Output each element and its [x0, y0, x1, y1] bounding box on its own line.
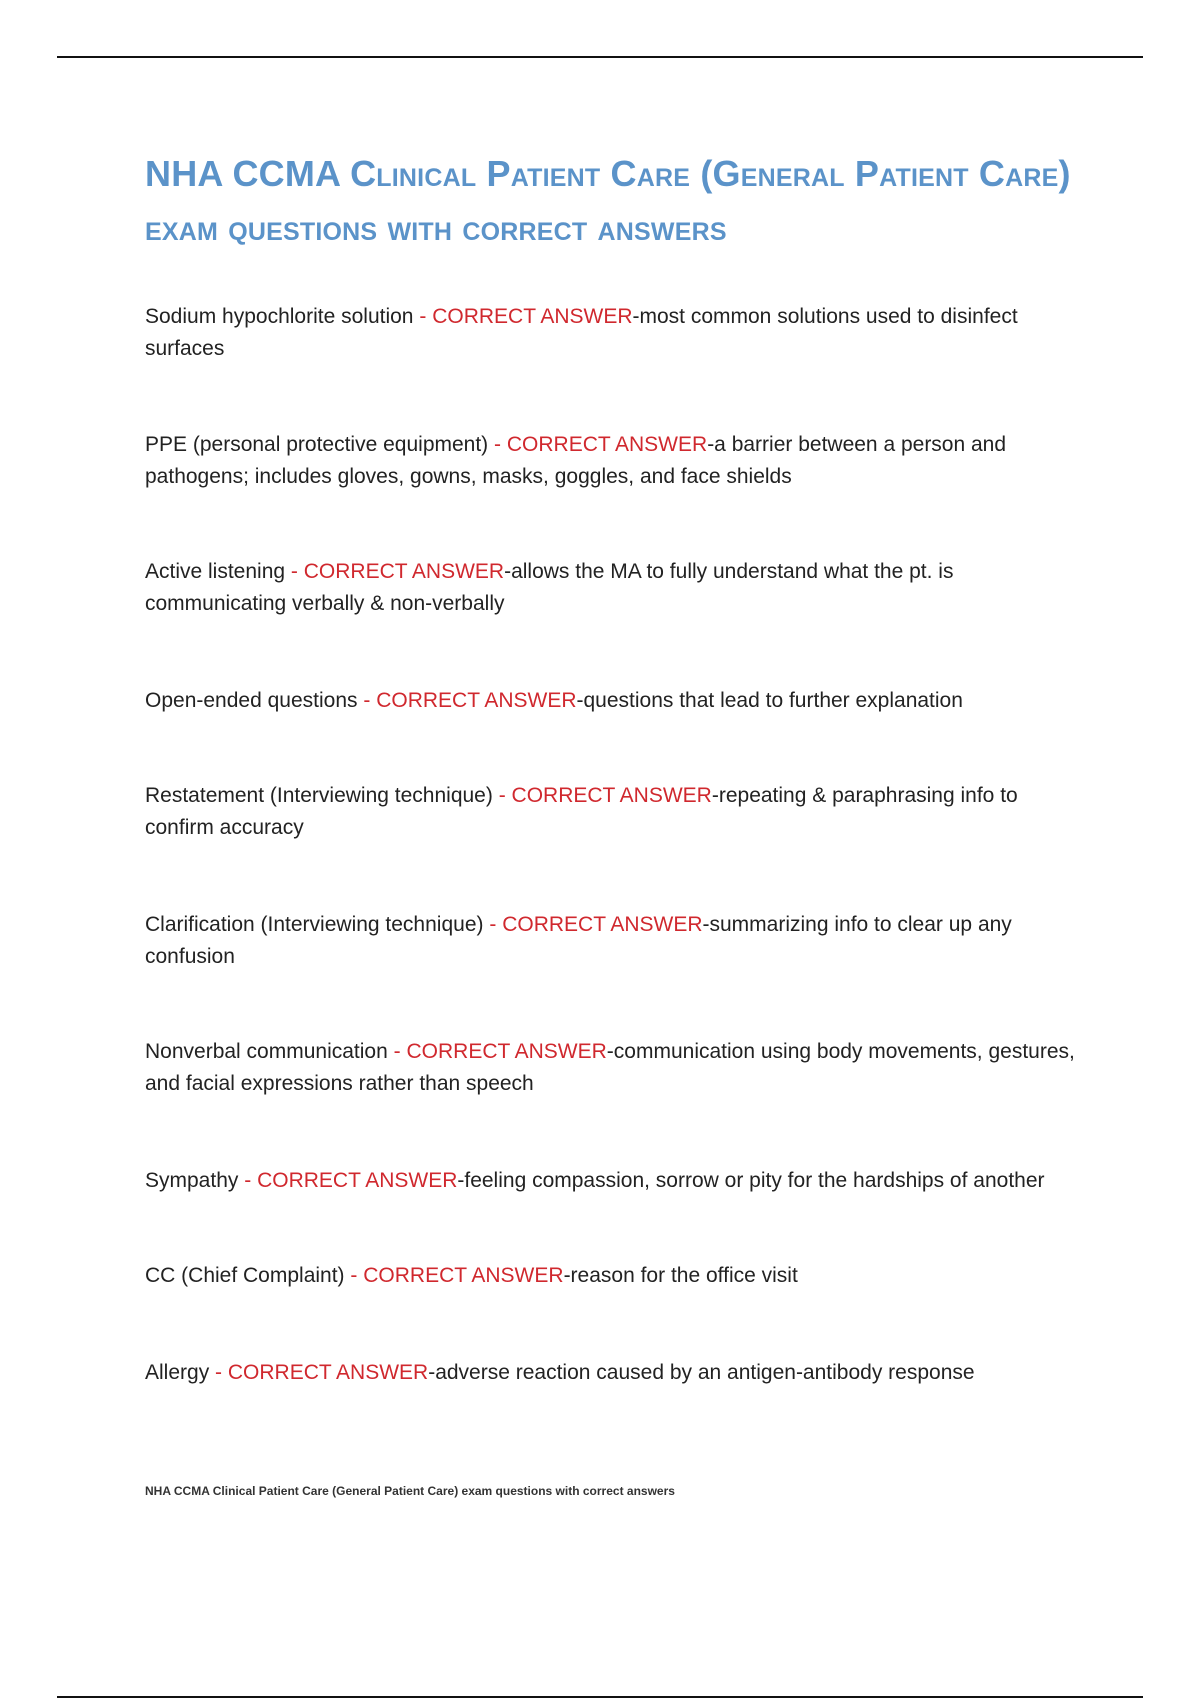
entry-separator: -: [494, 433, 502, 456]
document-title: NHA CCMA Clinical Patient Care (General Patient Care) exam questions with correct answers: [145, 153, 1071, 248]
entry-term: Nonverbal communication: [145, 1040, 388, 1063]
entry-term: Clarification (Interviewing technique): [145, 913, 484, 936]
entry-term: Sodium hypochlorite solution: [145, 305, 414, 328]
entry-ppe: [145, 429, 1085, 493]
page-footer: NHA CCMA Clinical Patient Care (General Patient Care) exam questions with correct answers: [145, 1484, 675, 1498]
correct-answer-tag: CORRECT ANSWER: [376, 689, 577, 712]
entry-definition: -feeling compassion, sorrow or pity for the hardships of another: [457, 1169, 1045, 1192]
entry-open-ended-questions: [145, 685, 1085, 717]
entry-term: Allergy: [145, 1361, 210, 1384]
entry-restatement: [145, 780, 1085, 844]
entry-definition: -allows the MA to fully understand what the pt. is communicating verbally & non-verbally: [145, 560, 954, 615]
entry-active-listening: [145, 556, 1085, 620]
correct-answer-tag: CORRECT ANSWER: [432, 305, 633, 328]
correct-answer-tag: CORRECT ANSWER: [257, 1169, 458, 1192]
correct-answer-tag: CORRECT ANSWER: [406, 1040, 607, 1063]
entry-separator: -: [489, 913, 497, 936]
entry-sympathy: [145, 1165, 1085, 1197]
entry-term: PPE (personal protective equipment): [145, 433, 489, 456]
entry-definition: -questions that lead to further explanation: [576, 689, 963, 712]
entry-term: Active listening: [145, 560, 286, 583]
entry-allergy: [145, 1357, 1085, 1389]
entry-definition: -a barrier between a person and pathogens; includes gloves, gowns, masks, goggles, and face shields: [145, 433, 1007, 488]
correct-answer-tag: CORRECT ANSWER: [506, 433, 708, 456]
entry-definition: -reason for the office visit: [563, 1264, 798, 1287]
entry-separator: -: [215, 1361, 223, 1384]
bottom-rule: [57, 1696, 1143, 1698]
correct-answer-tag: CORRECT ANSWER: [363, 1264, 564, 1287]
entry-definition: -most common solutions used to disinfect surfaces: [145, 305, 1018, 360]
entry-term: Open-ended questions: [145, 689, 358, 712]
correct-answer-tag: CORRECT ANSWER: [502, 913, 703, 936]
entry-nonverbal-communication: [145, 1036, 1085, 1100]
top-rule: [57, 56, 1143, 58]
entry-definition: -communication using body movements, gestures, and facial expressions rather than speech: [145, 1040, 1075, 1095]
entry-definition: -summarizing info to clear up any confusion: [145, 913, 1012, 968]
correct-answer-tag: CORRECT ANSWER: [227, 1361, 429, 1384]
correct-answer-tag: CORRECT ANSWER: [511, 784, 712, 807]
entry-sodium-hypochlorite: [145, 301, 1085, 365]
correct-answer-tag: CORRECT ANSWER: [303, 560, 505, 583]
entry-separator: -: [350, 1264, 358, 1287]
entry-separator: -: [290, 560, 298, 583]
entry-separator: -: [419, 305, 427, 328]
entry-term: Sympathy: [145, 1169, 239, 1192]
entry-separator: -: [393, 1040, 401, 1063]
entry-definition: -adverse reaction caused by an antigen-antibody response: [428, 1361, 975, 1384]
entry-chief-complaint: [145, 1260, 1085, 1292]
entry-definition: -repeating & paraphrasing info to confirm accuracy: [145, 784, 1018, 839]
entry-separator: -: [498, 784, 506, 807]
entry-separator: -: [363, 689, 371, 712]
entry-clarification: [145, 909, 1085, 973]
entry-term: Restatement (Interviewing technique): [145, 784, 493, 807]
entry-separator: -: [244, 1169, 252, 1192]
entry-term: CC (Chief Complaint): [145, 1264, 345, 1287]
